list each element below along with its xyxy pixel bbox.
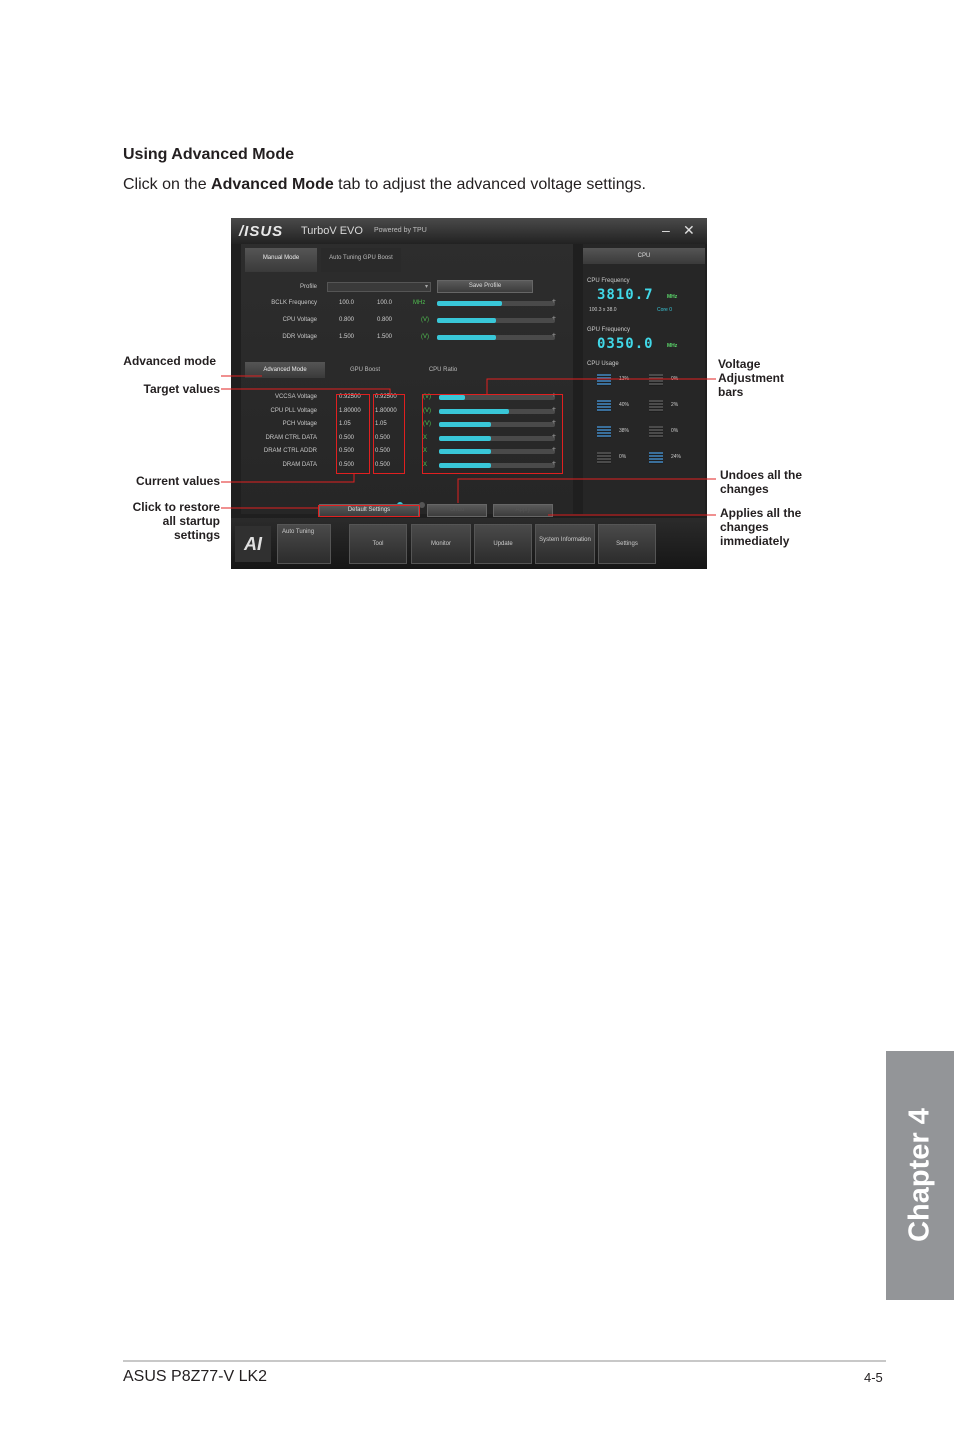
cpu-voltage-label: CPU Voltage — [282, 317, 317, 323]
callout-advanced-mode: Advanced mode — [123, 354, 216, 368]
ddr-voltage-unit: (V) — [421, 334, 429, 340]
advanced-row-current: 0.92500 — [339, 394, 361, 400]
plus-icon[interactable]: + — [551, 315, 556, 322]
advanced-row-current: 0.500 — [339, 461, 355, 468]
callout-voltage-bars: Voltage Adjustment bars — [718, 357, 784, 399]
cpu-frequency-unit: MHz — [667, 294, 678, 300]
profile-label: Profile — [299, 284, 317, 290]
cpu-voltage-target: 0.800 — [339, 317, 355, 323]
undo-button[interactable]: Undo — [427, 504, 487, 517]
plus-icon[interactable]: + — [551, 432, 556, 440]
bclk-target: 100.0 — [339, 300, 355, 306]
nav-monitor[interactable]: Monitor — [411, 524, 471, 564]
callout-restore: Click to restore all startup settings — [132, 500, 220, 542]
advanced-row-current: 1.05 — [339, 421, 351, 427]
tab-auto-tuning[interactable]: Auto Tuning GPU Boost — [321, 248, 401, 272]
bclk-label: BCLK Frequency — [271, 300, 317, 306]
plus-icon[interactable]: + — [551, 298, 556, 305]
plus-icon[interactable]: + — [551, 446, 556, 453]
advanced-row-unit: (V) — [423, 394, 431, 400]
callout-apply: Applies all the changes immediately — [720, 506, 802, 548]
plus-icon[interactable]: + — [551, 392, 556, 399]
advanced-row-target: 0.500 — [375, 461, 391, 468]
advanced-row-unit: (V) — [423, 421, 431, 427]
gpu-frequency-value: 0350.0 — [597, 336, 654, 352]
ddr-voltage-label: DDR Voltage — [282, 334, 317, 340]
advanced-row-label: DRAM DATA — [282, 461, 317, 468]
default-settings-button[interactable]: Default Settings — [319, 504, 419, 517]
cpu-core-usage-value: 40% — [619, 402, 630, 408]
tab-manual-mode[interactable]: Manual Mode — [245, 248, 317, 272]
ddr-voltage-current: 1.500 — [377, 334, 393, 340]
nav-auto-tuning-label: Auto Tuning — [282, 529, 315, 535]
cpu-core-usage-value: 24% — [671, 454, 682, 460]
cpu-core-usage-value: 13% — [619, 376, 630, 382]
chapter-tab — [886, 1051, 954, 1300]
advanced-row-label: CPU PLL Voltage — [270, 407, 317, 414]
minimize-icon[interactable]: – — [662, 222, 670, 238]
app-subtitle: Powered by TPU — [374, 227, 427, 234]
advanced-row-label: DRAM CTRL ADDR — [263, 448, 317, 454]
cpu-voltage-current: 0.800 — [377, 317, 393, 323]
footer-product: ASUS P8Z77-V LK2 — [123, 1368, 268, 1385]
footer-rule — [123, 1360, 886, 1362]
advanced-row-unit: (V) — [423, 407, 431, 414]
cpu-usage-label: CPU Usage — [587, 361, 619, 367]
ddr-voltage-target: 1.500 — [339, 334, 355, 340]
nav-update[interactable]: Update — [474, 524, 532, 564]
apply-button[interactable]: Apply — [493, 504, 553, 517]
core-select[interactable]: Core 0 — [657, 307, 673, 313]
intro-paragraph: Click on the Advanced Mode tab to adjust the advanced voltage settings. — [123, 176, 646, 193]
callout-target-values: Target values — [143, 382, 220, 396]
save-profile-button[interactable]: Save Profile — [437, 280, 533, 293]
nav-system-information[interactable]: System Information — [535, 524, 595, 564]
section-heading: Using Advanced Mode — [123, 146, 294, 163]
plus-icon[interactable]: + — [551, 419, 556, 426]
cpu-core-usage-value: 2% — [671, 402, 679, 408]
advanced-row-label: PCH Voltage — [282, 421, 317, 427]
plus-icon[interactable]: + — [551, 459, 556, 467]
cpu-frequency-value: 3810.7 — [597, 287, 654, 303]
callout-current-values: Current values — [135, 474, 220, 488]
advanced-row-unit: X — [423, 434, 428, 441]
cpu-core-usage-value: 38% — [619, 428, 630, 434]
advanced-row-unit: X — [423, 461, 428, 468]
cpu-frequency-label: CPU Frequency — [587, 278, 630, 284]
advanced-row-target: 0.92500 — [375, 394, 397, 400]
cpu-core-usage-value: 0% — [671, 428, 679, 434]
advanced-row-current: 0.500 — [339, 434, 355, 441]
bclk-unit: MHz — [413, 300, 426, 306]
advanced-row-target: 0.500 — [375, 448, 391, 454]
advanced-row-target: 1.80000 — [375, 407, 397, 414]
advanced-row-target: 1.05 — [375, 421, 387, 427]
advanced-row-current: 1.80000 — [339, 407, 361, 414]
nav-tool[interactable]: Tool — [349, 524, 407, 564]
chapter-label: Chapter 4 — [903, 1108, 936, 1242]
bclk-current: 100.0 — [377, 300, 393, 306]
profile-dropdown[interactable]: ▾ — [327, 282, 431, 292]
page-number: 4-5 — [864, 1370, 883, 1385]
tab-advanced-mode[interactable]: Advanced Mode — [245, 362, 325, 378]
advanced-row-label: VCCSA Voltage — [274, 394, 317, 400]
cpu-frequency-detail: 100.3 x 38.0 — [589, 307, 617, 313]
gpu-frequency-unit: MHz — [667, 343, 678, 349]
ai-suite-logo[interactable]: AI — [235, 526, 271, 562]
callout-undo: Undoes all the changes — [720, 468, 803, 496]
advanced-row-label: DRAM CTRL DATA — [265, 434, 317, 441]
plus-icon[interactable]: + — [551, 405, 556, 413]
nav-settings[interactable]: Settings — [598, 524, 656, 564]
gpu-frequency-label: GPU Frequency — [587, 327, 631, 333]
cpu-core-usage-value: 0% — [619, 454, 627, 460]
plus-icon[interactable]: + — [551, 332, 556, 339]
asus-logo: /ISUS — [239, 223, 284, 240]
advanced-row-unit: X — [423, 448, 428, 454]
advanced-row-current: 0.500 — [339, 448, 355, 454]
close-icon[interactable]: ✕ — [683, 222, 695, 238]
cpu-core-usage-value: 0% — [671, 376, 679, 382]
tab-cpu-ratio[interactable]: CPU Ratio — [405, 362, 481, 378]
tab-gpu-boost[interactable]: GPU Boost — [327, 362, 403, 378]
app-title: TurboV EVO — [301, 225, 363, 237]
advanced-row-target: 0.500 — [375, 434, 391, 441]
cpu-tab[interactable]: CPU — [583, 248, 705, 264]
cpu-voltage-unit: (V) — [421, 317, 429, 323]
